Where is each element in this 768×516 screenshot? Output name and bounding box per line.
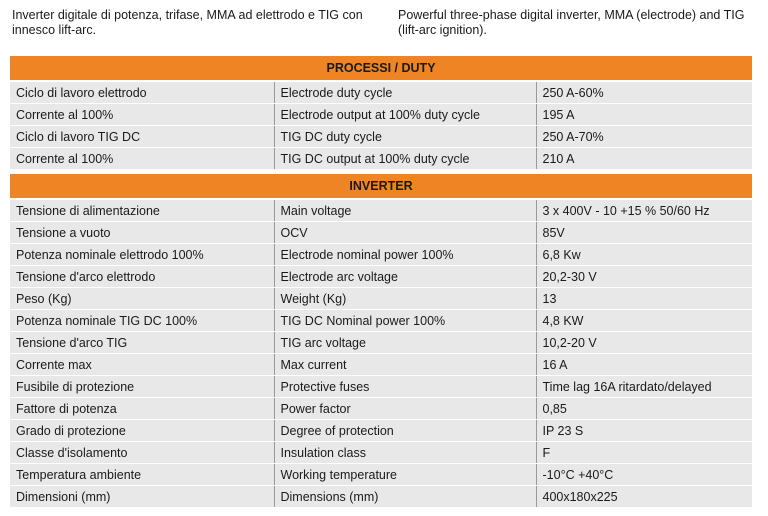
label-english: TIG DC Nominal power 100% — [274, 310, 536, 332]
label-italian: Classe d'isolamento — [10, 442, 274, 464]
label-italian: Tensione d'arco elettrodo — [10, 266, 274, 288]
spec-value: 6,8 Kw — [536, 244, 752, 266]
label-italian: Tensione di alimentazione — [10, 199, 274, 222]
label-italian: Ciclo di lavoro TIG DC — [10, 126, 274, 148]
table-row — [10, 442, 752, 464]
table-row — [10, 332, 752, 354]
label-english: Electrode arc voltage — [274, 266, 536, 288]
label-italian: Fusibile di protezione — [10, 376, 274, 398]
label-english: Protective fuses — [274, 376, 536, 398]
label-english: Insulation class — [274, 442, 536, 464]
table-row — [10, 310, 752, 332]
label-italian: Corrente al 100% — [10, 148, 274, 170]
label-italian: Tensione d'arco TIG — [10, 332, 274, 354]
label-english: Electrode nominal power 100% — [274, 244, 536, 266]
spec-value: IP 23 S — [536, 420, 752, 442]
spec-value: 13 — [536, 288, 752, 310]
spec-value: 20,2-30 V — [536, 266, 752, 288]
table-row — [10, 126, 752, 148]
table-row — [10, 354, 752, 376]
label-english: Dimensions (mm) — [274, 486, 536, 508]
description-english: Powerful three-phase digital inverter, MMA (electrode) and TIG (lift-arc ignition). — [398, 8, 745, 37]
label-english: TIG arc voltage — [274, 332, 536, 354]
table-row — [10, 486, 752, 508]
label-english: Weight (Kg) — [274, 288, 536, 310]
spec-value: 250 A-60% — [536, 81, 752, 104]
spec-value: 0,85 — [536, 398, 752, 420]
label-english: OCV — [274, 222, 536, 244]
label-italian: Peso (Kg) — [10, 288, 274, 310]
spec-value: 10,2-20 V — [536, 332, 752, 354]
spec-value: 210 A — [536, 148, 752, 170]
label-italian: Temperatura ambiente — [10, 464, 274, 486]
duty-cycle-table — [10, 56, 752, 170]
label-english: TIG DC duty cycle — [274, 126, 536, 148]
spec-value: 4,8 KW — [536, 310, 752, 332]
table-row — [10, 244, 752, 266]
table-row — [10, 148, 752, 170]
section-title: PROCESSI / DUTY — [10, 56, 752, 81]
table-row — [10, 288, 752, 310]
label-english: Electrode duty cycle — [274, 81, 536, 104]
label-italian: Potenza nominale elettrodo 100% — [10, 244, 274, 266]
label-english: Degree of protection — [274, 420, 536, 442]
table-row — [10, 464, 752, 486]
label-italian: Fattore di potenza — [10, 398, 274, 420]
spec-value: 400x180x225 — [536, 486, 752, 508]
spec-value: -10°C +40°C — [536, 464, 752, 486]
label-italian: Potenza nominale TIG DC 100% — [10, 310, 274, 332]
spec-value: 3 x 400V - 10 +15 % 50/60 Hz — [536, 199, 752, 222]
label-italian: Corrente al 100% — [10, 104, 274, 126]
inverter-specs-table — [10, 174, 752, 508]
spec-value: 16 A — [536, 354, 752, 376]
table-row — [10, 81, 752, 104]
table-row — [10, 104, 752, 126]
section-header-row — [10, 174, 752, 199]
product-description — [12, 8, 760, 38]
label-english: Electrode output at 100% duty cycle — [274, 104, 536, 126]
table-row — [10, 222, 752, 244]
label-english: Power factor — [274, 398, 536, 420]
label-english: Working temperature — [274, 464, 536, 486]
table-row — [10, 420, 752, 442]
label-italian: Tensione a vuoto — [10, 222, 274, 244]
label-english: TIG DC output at 100% duty cycle — [274, 148, 536, 170]
spec-value: F — [536, 442, 752, 464]
section-header-row — [10, 56, 752, 81]
label-italian: Ciclo di lavoro elettrodo — [10, 81, 274, 104]
table-row — [10, 199, 752, 222]
table-row — [10, 266, 752, 288]
description-italian: Inverter digitale di potenza, trifase, MMA ad elettrodo e TIG con innesco lift-arc. — [12, 8, 363, 37]
spec-value: 250 A-70% — [536, 126, 752, 148]
table-row — [10, 376, 752, 398]
table-row — [10, 398, 752, 420]
spec-value: Time lag 16A ritardato/delayed — [536, 376, 752, 398]
spec-value: 195 A — [536, 104, 752, 126]
label-english: Main voltage — [274, 199, 536, 222]
label-italian: Corrente max — [10, 354, 274, 376]
label-italian: Grado di protezione — [10, 420, 274, 442]
label-english: Max current — [274, 354, 536, 376]
label-italian: Dimensioni (mm) — [10, 486, 274, 508]
section-title: INVERTER — [10, 174, 752, 199]
spec-value: 85V — [536, 222, 752, 244]
